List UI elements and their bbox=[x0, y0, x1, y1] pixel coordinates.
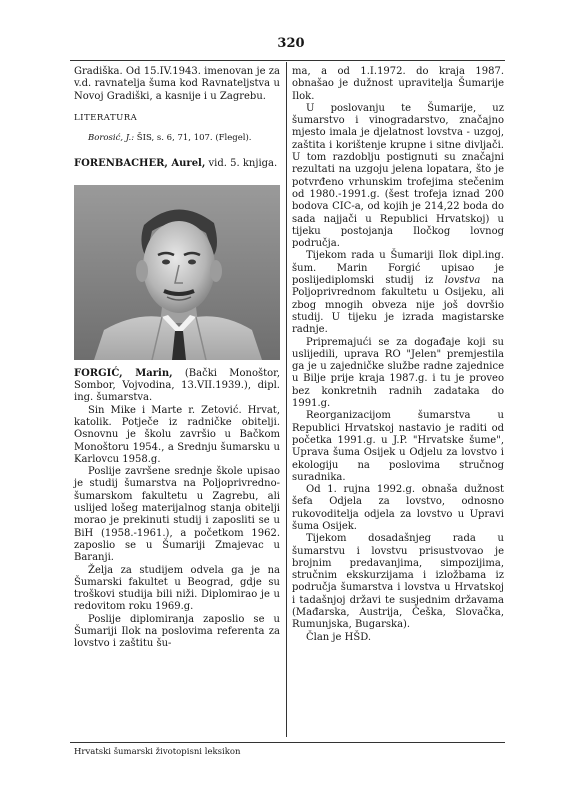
forgic-intro: (Bački Monoštor, Sombor, Vojvodina, 13.VII.1939.), dipl. ing. šumarstva. bbox=[74, 367, 280, 404]
column-divider bbox=[286, 62, 287, 737]
right-paragraph-1: U poslovanju te Šumarije, uz šumarstvo i vinogradarstvo, značajno mjesto imala je djelatnost lovstva - uzgoj, zaštita i korištenje krupne i sitne divljači. U tom razdoblju postignuti su značajni rezultati na uzgoju jelena lopatara, što je potvrđeno vrhunskim trofejima stečenim od 1980.-1991.g. (šest trofeja iznad 200 bodova CIC-a, od kojih je 214,22 boda do sada najjači u Republici Hrvatskoj) u tijeku postojanja Iločkog lovnog područja. bbox=[292, 102, 504, 250]
right-column bbox=[292, 66, 504, 644]
forgic-paragraph-1: Sin Mike i Marte r. Zetović. Hrvat, katolik. Potječe iz radničke obitelji. Osnovnu je školu završio u Bačkom Monoštoru 1954., a Srednju šumarsku u Karlovcu 1958.g. bbox=[74, 404, 280, 465]
portrait-photo bbox=[74, 185, 280, 360]
forenbacher-name: FORENBACHER, Aurel, bbox=[74, 158, 206, 170]
left-column bbox=[74, 66, 280, 651]
right-paragraph-7: Član je HŠD. bbox=[306, 631, 372, 643]
forgic-entry bbox=[74, 368, 280, 405]
right-paragraph-2 bbox=[292, 250, 504, 336]
forenbacher-entry bbox=[74, 158, 280, 170]
reference-text: ŠIS, s. 6, 71, 107. (Flegel). bbox=[134, 133, 252, 144]
literature-heading: LITERATURA bbox=[74, 112, 138, 123]
right-paragraph-3: Pripremajući se za događaje koji su uslijedili, uprava RO "Jelen" premjestila ga je u zajedničke službe radne zajednice u Bilje prije kraja 1987.g. i tu je proveo bez konkretnih radnih zadataka do 1991.g. bbox=[292, 336, 504, 410]
footer-text: Hrvatski šumarski životopisni leksikon bbox=[74, 747, 241, 757]
literature-reference bbox=[74, 132, 280, 144]
page-number: 320 bbox=[277, 36, 305, 51]
forgic-paragraph-2: Poslije završene srednje škole upisao je studij šumarstva na Poljoprivredno-šumarskom fakultetu u Zagrebu, ali uslijed lošeg materijalnog stanja obitelji morao je prekinuti studij i zaposliti se u BiH (1958.-1961.), a početkom 1962. zaposlio se u Šumariji Zmajevac u Baranji. bbox=[74, 466, 280, 564]
forgic-name: FORGIĆ, Marin, bbox=[74, 367, 173, 379]
forenbacher-text: vid. 5. knjiga. bbox=[205, 158, 278, 170]
footer-rule bbox=[70, 742, 505, 743]
paragraph-2-text-b: na Poljoprivrednom fakultetu u Osijeku, ali zbog mnogih obveza nije još dovršio studij. U tijeku je izrada magistarske radnje. bbox=[292, 275, 504, 336]
right-paragraph-4: Reorganizacijom šumarstva u Republici Hrvatskoj nastavio je raditi od početka 1991.g. u J.P. "Hrvatske šume", Uprava šuma Osijek u Odjelu za lovstvo i ekologiju na poslovima stručnog suradnika. bbox=[292, 410, 504, 483]
intro-paragraph: Gradiška. Od 15.IV.1943. imenovan je za v.d. ravnatelja šuma kod Ravnateljstva u Novoj Gradiški, a kasnije i u Zagrebu. bbox=[74, 66, 280, 102]
right-paragraph-6: Tijekom dosadašnjeg rada u šumarstvu i lovstvu prisustvovao je brojnim predavanjima, simpozijima, stručnim ekskurzijama i izložbama iz područja šumarstva i lovstva u Hrvatskoj i tadašnjoj državi te susjednim državama (Mađarska, Austrija, Češka, Slovačka, Rumunjska, Bugarska). bbox=[292, 533, 504, 631]
paragraph-2-italic: lovstva bbox=[444, 275, 481, 287]
reference-author: Borosić, J.: bbox=[88, 133, 135, 144]
forgic-paragraph-4: Poslije diplomiranja zaposlio se u Šumariji Ilok na poslovima referenta za lovstvo i zaštitu šu- bbox=[74, 613, 280, 650]
forgic-paragraph-3: Želja za studijem odvela ga je na Šumarski fakultet u Beograd, gdje su troškovi studija bili niži. Diplomirao je u redovitom roku 1969.g. bbox=[74, 564, 280, 613]
right-paragraph-0: ma, a od 1.I.1972. do kraja 1987. obnašao je dužnost upravitelja Šumarije Ilok. bbox=[292, 66, 504, 102]
paragraph-2-text-a: Tijekom rada u Šumariji Ilok dipl.ing. šum. Marin Forgić upisao je poslijediplomski studij iz bbox=[292, 250, 504, 287]
header-rule bbox=[70, 60, 505, 61]
right-paragraph-5: Od 1. rujna 1992.g. obnaša dužnost šefa Odjela za lovstvo, odnosno rukovoditelja odjela za lovstvo u Upravi šuma Osijek. bbox=[292, 484, 504, 532]
